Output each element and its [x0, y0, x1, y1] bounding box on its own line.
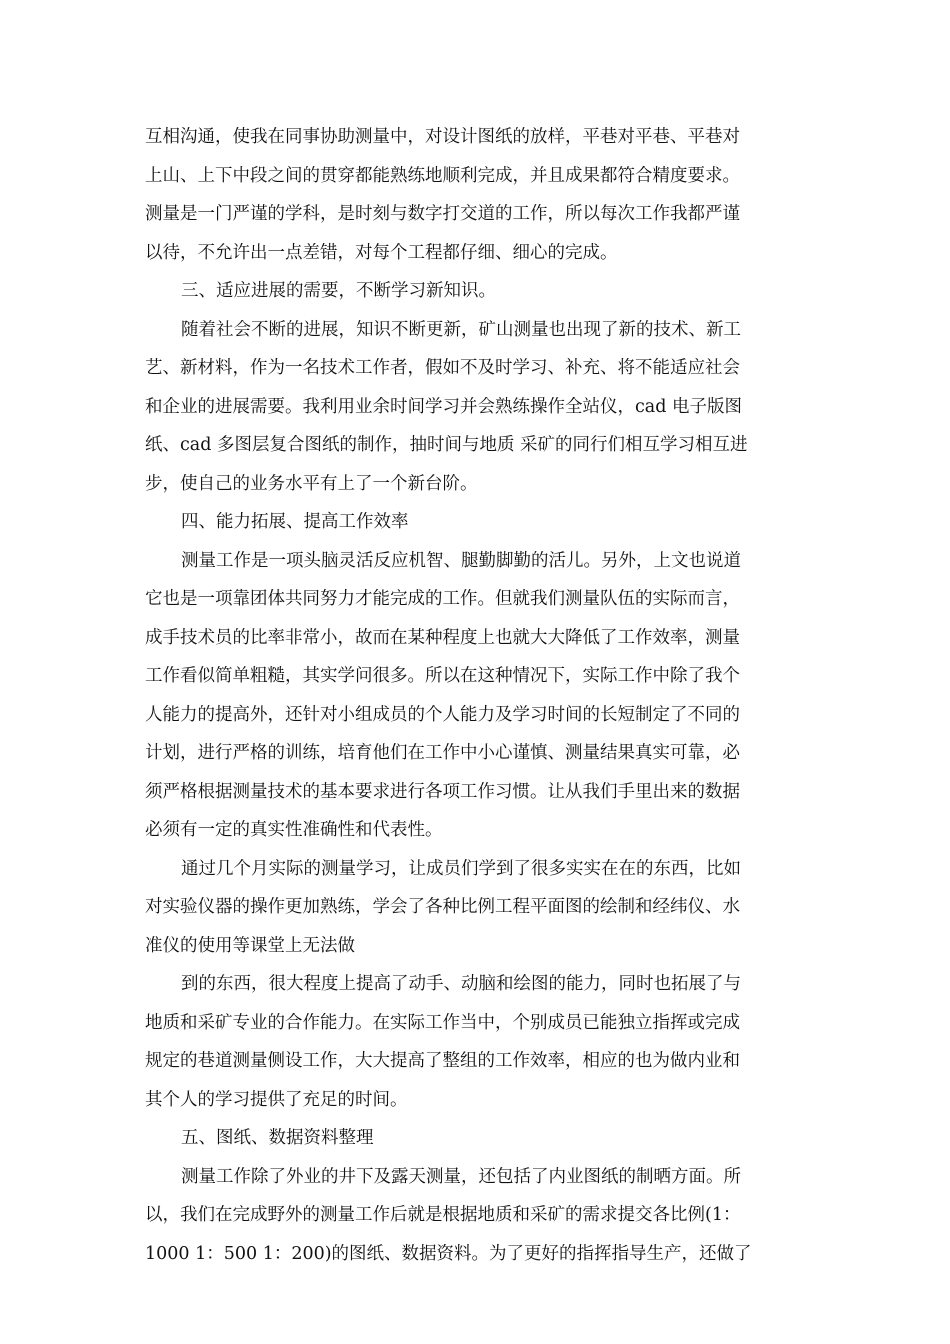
text-line: 测量工作除了外业的井下及露天测量，还包括了内业图纸的制晒方面。所: [181, 1166, 741, 1187]
paragraph-cooperation: [145, 965, 805, 1119]
paragraph-training-results: [145, 850, 805, 966]
text-line: 工作看似简单粗糙，其实学问很多。所以在这种情况下，实际工作中除了我个: [145, 666, 740, 686]
section-heading-3: 三、适应进展的需要，不断学习新知识。: [181, 281, 496, 301]
text-line: 艺、新材料，作为一名技术工作者，假如不及时学习、补充、将不能适应社会: [145, 358, 740, 378]
text-line: 1000 1：500 1：200)的图纸、数据资料。为了更好的指挥指导生产，还做了: [145, 1243, 752, 1264]
paragraph-efficiency: [145, 542, 805, 850]
text-line: 测量是一门严谨的学科，是时刻与数字打交道的工作，所以每次工作我都严谨: [145, 204, 740, 224]
text-line: 它也是一项靠团体共同努力才能完成的工作。但就我们测量队伍的实际而言，: [145, 589, 740, 609]
text-line: 以，我们在完成野外的测量工作后就是根据地质和采矿的需求提交各比例(1：: [145, 1205, 741, 1225]
text-line: 须严格根据测量技术的基本要求进行各项工作习惯。让从我们手里出来的数据: [145, 781, 740, 802]
document-page: [145, 118, 805, 1273]
text-line: 和企业的进展需要。我利用业余时间学习并会熟练操作全站仪，cad 电子版图: [145, 396, 742, 417]
text-line: 规定的巷道测量侧设工作，大大提高了整组的工作效率，相应的也为做内业和: [145, 1051, 740, 1071]
text-line: 测量工作是一项头脑灵活反应机智、腿勤脚勤的活儿。另外，上文也说道: [181, 550, 741, 571]
text-line: 人能力的提高外，还针对小组成员的个人能力及学习时间的长短制定了不同的: [145, 704, 740, 725]
text-line: 通过几个月实际的测量学习，让成员们学到了很多实实在在的东西，比如: [181, 858, 741, 879]
text-line: 地质和采矿专业的合作能力。在实际工作当中，个别成员已能独立指挥或完成: [145, 1012, 740, 1033]
text-line: 准仪的使用等课堂上无法做: [145, 935, 355, 956]
section-heading-4: 四、能力拓展、提高工作效率: [181, 512, 409, 532]
text-line: 随着社会不断的进展，知识不断更新，矿山测量也出现了新的技术、新工: [181, 319, 741, 340]
section-heading-5: 五、图纸、数据资料整理: [181, 1128, 374, 1148]
text-line: 以待，不允许出一点差错，对每个工程都仔细、细心的完成。: [145, 242, 618, 263]
text-line: 对实验仪器的操作更加熟练，学会了各种比例工程平面图的绘制和经纬仪、水: [145, 897, 740, 917]
paragraph-precision: [145, 118, 805, 272]
text-line: 必须有一定的真实性准确性和代表性。: [145, 820, 443, 840]
text-line: 到的东西，很大程度上提高了动手、动脑和绘图的能力，同时也拓展了与: [181, 974, 741, 994]
paragraph-drawings: [145, 1158, 805, 1274]
text-line: 其个人的学习提供了充足的时间。: [145, 1089, 408, 1110]
text-line: 纸、cad 多图层复合图纸的制作，抽时间与地质 采矿的同行们相互学习相互进: [145, 435, 748, 455]
text-line: 互相沟通，使我在同事协助测量中，对设计图纸的放样，平巷对平巷、平巷对: [145, 127, 740, 147]
text-line: 成手技术员的比率非常小，故而在某种程度上也就大大降低了工作效率，测量: [145, 627, 740, 648]
text-line: 计划，进行严格的训练，培育他们在工作中小心谨慎、测量结果真实可靠，必: [145, 743, 740, 763]
paragraph-learning: [145, 311, 805, 504]
text-line: 上山、上下中段之间的贯穿都能熟练地顺利完成，并且成果都符合精度要求。: [145, 165, 740, 186]
text-line: 步，使自己的业务水平有上了一个新台阶。: [145, 473, 478, 494]
